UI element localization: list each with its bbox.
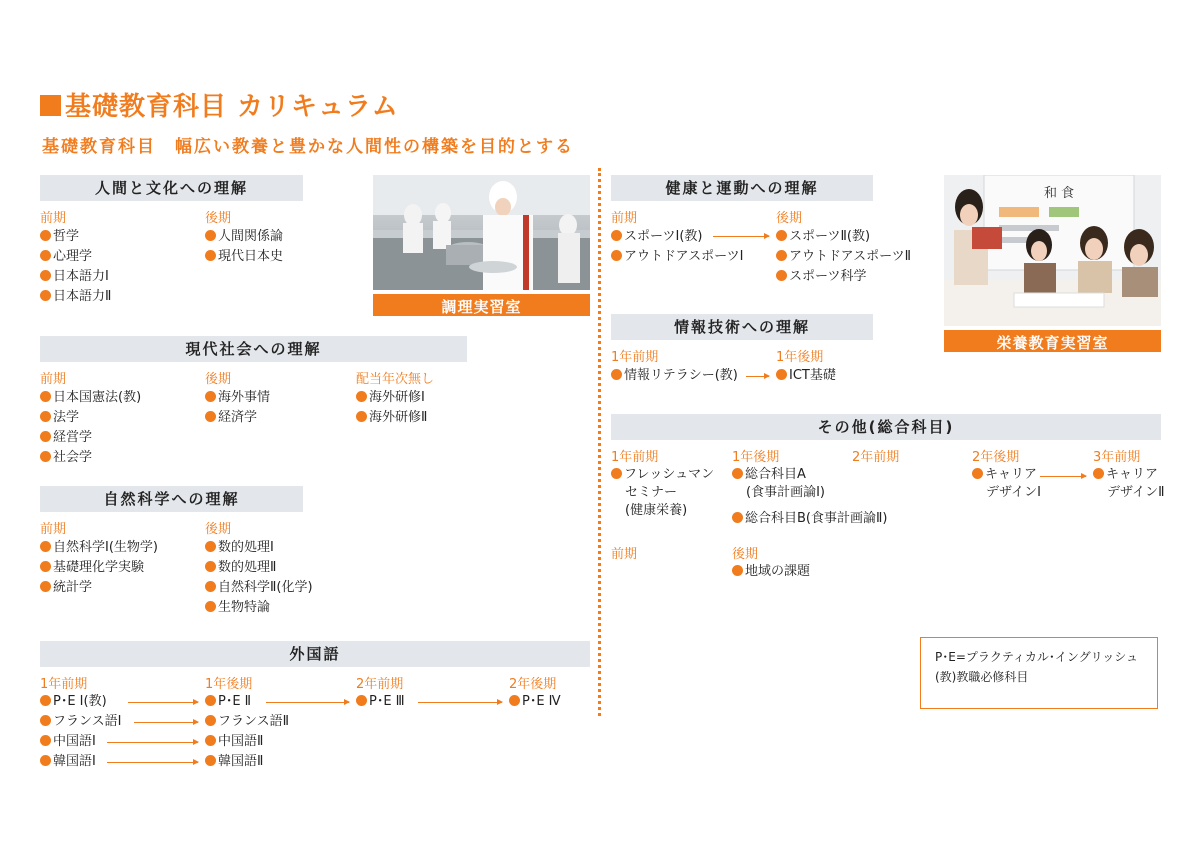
term-label: 後期: [205, 522, 232, 537]
term-label: 1年後期: [732, 450, 780, 465]
course-item: [205, 692, 251, 712]
section-header-health-sports: 健康と運動への理解: [611, 175, 873, 201]
arrow-icon: [1040, 476, 1086, 477]
course-label: 統計学: [53, 580, 93, 595]
course-label: 生物特論: [218, 600, 271, 615]
course-item: [205, 538, 313, 558]
course-item: [40, 732, 96, 752]
course-item: [205, 558, 313, 578]
course-item: [776, 227, 911, 247]
arrow-icon: [134, 722, 198, 723]
course-item: [776, 366, 836, 386]
course-item: [205, 227, 283, 247]
term-label: 1年前期: [40, 677, 88, 692]
note-line: P･E=プラクティカル･イングリッシュ: [935, 650, 1138, 664]
note-line: (教)教職必修科目: [935, 670, 1029, 684]
bullet-icon: [732, 565, 743, 576]
term-label: 後期: [732, 547, 759, 562]
course-label: アウトドアスポーツⅠ: [624, 249, 744, 264]
term-label: 前期: [40, 211, 67, 226]
bullet-icon: [205, 581, 216, 592]
course-item: [611, 227, 743, 247]
term-label: 前期: [611, 211, 638, 226]
course-label: 海外事情: [218, 390, 271, 405]
section-header-modern-society: 現代社会への理解: [40, 336, 467, 362]
course-label: 日本国憲法(教): [53, 390, 142, 405]
bullet-icon: [205, 541, 216, 552]
bullet-icon: [356, 411, 367, 422]
section-header-human-culture: 人間と文化への理解: [40, 175, 303, 201]
square-icon: [40, 95, 61, 116]
term-label: 前期: [40, 522, 67, 537]
course-label: アウトドアスポーツⅡ: [789, 249, 911, 264]
bullet-icon: [205, 230, 216, 241]
bullet-icon: [732, 468, 743, 479]
course-label: [1093, 466, 1165, 484]
course-item-chiiki: [732, 562, 810, 582]
course-label: 心理学: [53, 249, 93, 264]
course-item: [205, 712, 289, 732]
course-item: [205, 598, 313, 618]
term-label: 後期: [776, 211, 803, 226]
photo-caption-nutrition-room: 栄養教育実習室: [944, 330, 1161, 352]
course-item-sogo-b: [732, 509, 887, 529]
course-item: [40, 538, 158, 558]
course-label-line: デザインⅠ: [986, 485, 1041, 500]
course-item: [40, 408, 141, 428]
course-item: [205, 408, 270, 428]
bullet-icon: [40, 431, 51, 442]
term-label: 後期: [205, 211, 232, 226]
bullet-icon: [776, 270, 787, 281]
course-label: 総合科目B(食事計画論Ⅱ): [745, 511, 888, 526]
bullet-icon: [776, 369, 787, 380]
course-item: [40, 578, 158, 598]
course-label: 海外研修Ⅱ: [369, 410, 428, 425]
course-label: P･E Ⅱ: [218, 694, 252, 709]
course-item: [40, 388, 141, 408]
bullet-icon: [205, 561, 216, 572]
bullet-icon: [611, 369, 622, 380]
bullet-icon: [205, 250, 216, 261]
bullet-icon: [205, 695, 216, 706]
page-subtitle: 基礎教育科目 幅広い教養と豊かな人間性の構築を目的とする: [42, 137, 574, 157]
course-item: [611, 247, 743, 267]
course-label: 海外研修Ⅰ: [369, 390, 425, 405]
course-label: 数的処理Ⅰ: [218, 540, 274, 555]
course-label: [732, 466, 825, 484]
course-label: スポーツⅡ(教): [789, 229, 871, 244]
term-label: 前期: [40, 372, 67, 387]
course-item: [776, 247, 911, 267]
course-label-line: フレッシュマン: [624, 467, 715, 482]
arrow-icon: [746, 376, 769, 377]
section-header-info-tech: 情報技術への理解: [611, 314, 873, 340]
course-label: 日本語力Ⅱ: [53, 289, 112, 304]
course-list: [205, 388, 270, 428]
bullet-icon: [40, 290, 51, 301]
course-list: [40, 388, 141, 468]
board-text: 和 食: [1044, 186, 1075, 201]
course-item: [205, 752, 263, 772]
course-item: [40, 247, 111, 267]
course-label-line: (健康栄養): [625, 503, 688, 518]
course-item: [205, 388, 270, 408]
legend-note: [920, 637, 1158, 709]
arrow-icon: [107, 742, 198, 743]
course-label-line: (食事計画論Ⅰ): [746, 485, 825, 500]
course-label: フランス語Ⅱ: [218, 714, 290, 729]
course-label-line: セミナー: [625, 485, 678, 500]
course-label: 自然科学Ⅰ(生物学): [53, 540, 158, 555]
bullet-icon: [205, 411, 216, 422]
course-label: P･E Ⅲ: [369, 694, 405, 709]
course-label: 経営学: [53, 430, 93, 445]
course-item-career-design-1: [972, 466, 1041, 502]
section-header-other: その他(総合科目): [611, 414, 1161, 440]
course-item: [40, 692, 107, 712]
course-label: 地域の課題: [745, 564, 811, 579]
course-item: [356, 692, 405, 712]
course-list: [40, 538, 158, 598]
term-label: 3年前期: [1093, 450, 1141, 465]
bullet-icon: [732, 512, 743, 523]
course-item: [40, 428, 141, 448]
bullet-icon: [40, 735, 51, 746]
course-item: [205, 578, 313, 598]
bullet-icon: [40, 230, 51, 241]
course-label: 経済学: [218, 410, 258, 425]
bullet-icon: [205, 715, 216, 726]
course-list: [356, 388, 427, 428]
bullet-icon: [40, 391, 51, 402]
bullet-icon: [611, 468, 622, 479]
course-label-line: キャリア: [1106, 467, 1159, 482]
course-label: 日本語力Ⅰ: [53, 269, 109, 284]
term-label: 2年前期: [356, 677, 404, 692]
course-list: [205, 227, 283, 267]
section-header-natural-science: 自然科学への理解: [40, 486, 303, 512]
bullet-icon: [356, 391, 367, 402]
term-label: 配当年次無し: [356, 372, 435, 387]
nutrition-room-photo: [944, 175, 1161, 352]
course-item: [205, 732, 263, 752]
course-item-freshman-seminar: [611, 466, 714, 520]
course-label-line: 総合科目A: [745, 467, 806, 482]
kitchen-photo-image: [373, 175, 590, 290]
course-label: P･E Ⅰ(教): [53, 694, 107, 709]
course-list: [205, 538, 313, 618]
course-label-line: デザインⅡ: [1107, 485, 1165, 500]
course-item: [356, 388, 427, 408]
page-title-text: 基礎教育科目 カリキュラム: [65, 92, 399, 122]
course-item-career-design-2: [1093, 466, 1165, 502]
arrow-icon: [107, 762, 198, 763]
course-list: [40, 227, 111, 307]
course-label: 基礎理化学実験: [53, 560, 145, 575]
arrow-icon: [266, 702, 349, 703]
term-label: 前期: [611, 547, 638, 562]
course-item: [40, 712, 121, 732]
bullet-icon: [776, 230, 787, 241]
bullet-icon: [40, 270, 51, 281]
bullet-icon: [40, 695, 51, 706]
course-item: [611, 366, 738, 386]
course-label: 韓国語Ⅱ: [218, 754, 264, 769]
bullet-icon: [509, 695, 520, 706]
course-item: [40, 287, 111, 307]
term-label: 1年前期: [611, 350, 659, 365]
course-item: [205, 247, 283, 267]
course-label: 哲学: [53, 229, 80, 244]
bullet-icon: [205, 755, 216, 766]
bullet-icon: [611, 230, 622, 241]
bullet-icon: [1093, 468, 1104, 479]
arrow-icon: [128, 702, 198, 703]
course-label: [611, 466, 714, 484]
bullet-icon: [40, 451, 51, 462]
course-label: スポーツⅠ(教): [624, 229, 703, 244]
bullet-icon: [40, 755, 51, 766]
course-label-line: キャリア: [985, 467, 1038, 482]
bullet-icon: [40, 250, 51, 261]
course-label: 現代日本史: [218, 249, 284, 264]
term-label: 後期: [205, 372, 232, 387]
course-list: [776, 227, 911, 287]
course-item: [40, 448, 141, 468]
term-label: 2年前期: [852, 450, 900, 465]
bullet-icon: [972, 468, 983, 479]
bullet-icon: [205, 601, 216, 612]
arrow-icon: [713, 236, 769, 237]
bullet-icon: [40, 541, 51, 552]
page-title: [40, 86, 399, 123]
course-label: 社会学: [53, 450, 93, 465]
section-header-foreign-language: 外国語: [40, 641, 590, 667]
course-list: [611, 227, 743, 267]
term-label: 2年後期: [509, 677, 557, 692]
course-label: 人間関係論: [218, 229, 284, 244]
term-label: 1年前期: [611, 450, 659, 465]
course-item: [40, 267, 111, 287]
course-item: [40, 558, 158, 578]
photo-caption-cooking-room: 調理実習室: [373, 294, 590, 316]
term-label: 1年後期: [205, 677, 253, 692]
course-item: [776, 267, 911, 287]
course-item: [40, 227, 111, 247]
course-label: 中国語Ⅱ: [218, 734, 264, 749]
bullet-icon: [356, 695, 367, 706]
course-label: 自然科学Ⅱ(化学): [218, 580, 313, 595]
course-label: P･E Ⅳ: [522, 694, 561, 709]
cooking-room-photo: [373, 175, 590, 316]
course-label: 情報リテラシー(教): [624, 368, 738, 383]
bullet-icon: [40, 715, 51, 726]
course-item-sogo-a: [732, 466, 825, 502]
arrow-icon: [418, 702, 502, 703]
term-label: 1年後期: [776, 350, 824, 365]
course-label: スポーツ科学: [789, 269, 867, 284]
classroom-photo-image: [944, 175, 1161, 326]
course-label: フランス語Ⅰ: [53, 714, 122, 729]
bullet-icon: [205, 735, 216, 746]
course-label: 法学: [53, 410, 80, 425]
course-item: [509, 692, 561, 712]
course-label: [972, 466, 1041, 484]
bullet-icon: [611, 250, 622, 261]
bullet-icon: [40, 561, 51, 572]
course-label: 中国語Ⅰ: [53, 734, 96, 749]
course-item: [356, 408, 427, 428]
course-item: [40, 752, 96, 772]
column-divider: [598, 168, 601, 716]
bullet-icon: [40, 581, 51, 592]
course-label: ICT基礎: [789, 368, 836, 383]
bullet-icon: [776, 250, 787, 261]
bullet-icon: [40, 411, 51, 422]
course-label: 数的処理Ⅱ: [218, 560, 277, 575]
bullet-icon: [205, 391, 216, 402]
course-label: 韓国語Ⅰ: [53, 754, 96, 769]
term-label: 2年後期: [972, 450, 1020, 465]
